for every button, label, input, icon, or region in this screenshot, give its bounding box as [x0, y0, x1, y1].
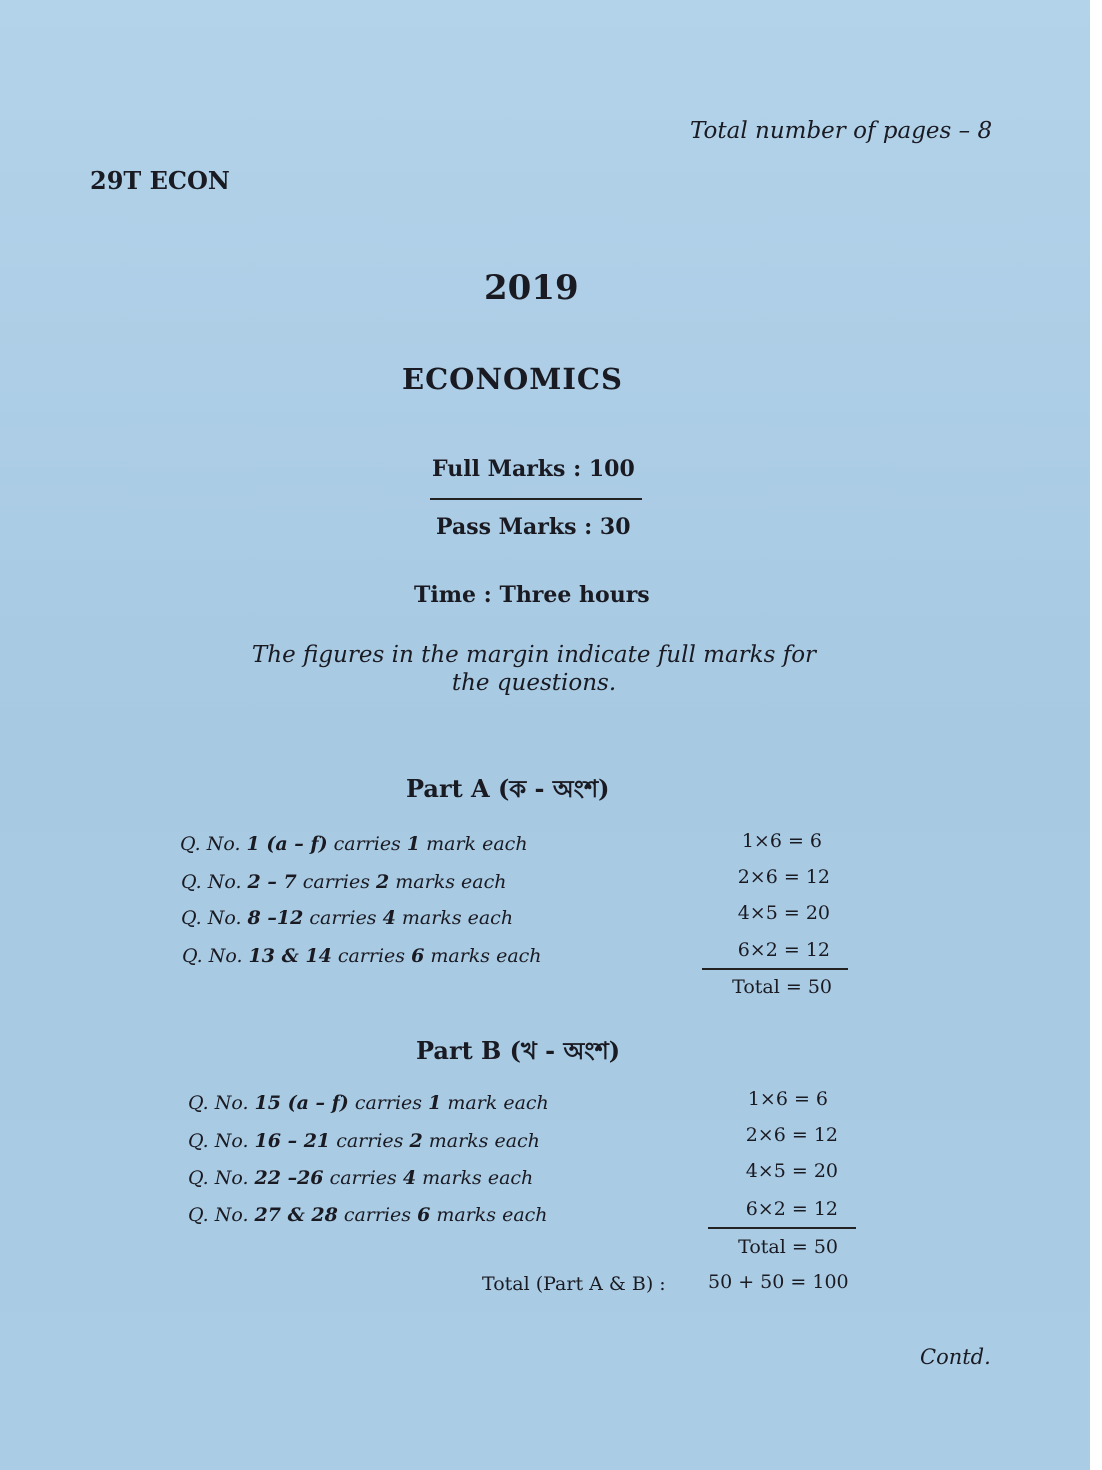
- marks-value: 6×2 = 12: [745, 1198, 838, 1220]
- question-row: Q. No. 22 –26 carries 4 marks each: [188, 1167, 534, 1189]
- paper-code: 29T ECON: [90, 166, 230, 195]
- total-pages-note: Total number of pages – 8: [690, 118, 993, 144]
- total-rule: [702, 968, 848, 970]
- marks-instruction: The figures in the margin indicate full marks for the questions.: [251, 642, 817, 696]
- marks-value: 2×6 = 12: [745, 1124, 838, 1146]
- marks-value: 4×5 = 20: [745, 1160, 838, 1182]
- marks-value: 1×6 = 6: [741, 830, 822, 852]
- grand-total-label: Total (Part A & B) :: [482, 1273, 666, 1295]
- full-marks: Full Marks : 100: [432, 456, 635, 482]
- grand-total-value: 50 + 50 = 100: [708, 1271, 849, 1293]
- marks-value: 4×5 = 20: [737, 902, 830, 924]
- total-rule: [708, 1227, 856, 1229]
- exam-duration: Time : Three hours: [414, 582, 650, 608]
- part-b-total: Total = 50: [738, 1236, 838, 1258]
- subject-title: ECONOMICS: [402, 362, 623, 396]
- part-a-total: Total = 50: [732, 976, 832, 998]
- pass-marks: Pass Marks : 30: [436, 514, 631, 540]
- marks-value: 6×2 = 12: [737, 939, 830, 961]
- contd-note: Contd.: [920, 1345, 991, 1369]
- question-row: Q. No. 8 –12 carries 4 marks each: [181, 907, 514, 929]
- marks-divider: [430, 498, 642, 500]
- question-row: Q. No. 2 – 7 carries 2 marks each: [181, 871, 507, 893]
- marks-value: 2×6 = 12: [737, 866, 830, 888]
- page-edge: [1090, 0, 1102, 1470]
- part-a-heading: Part A (ক - অংশ): [406, 774, 610, 803]
- exam-year: 2019: [484, 268, 579, 308]
- question-row: Q. No. 1 (a – f) carries 1 mark each: [180, 833, 528, 855]
- question-row: Q. No. 16 – 21 carries 2 marks each: [188, 1130, 540, 1152]
- part-b-heading: Part B (খ - অংশ): [416, 1036, 621, 1065]
- question-row: Q. No. 27 & 28 carries 6 marks each: [188, 1204, 548, 1226]
- marks-value: 1×6 = 6: [747, 1088, 828, 1110]
- question-row: Q. No. 13 & 14 carries 6 marks each: [182, 945, 542, 967]
- question-row: Q. No. 15 (a – f) carries 1 mark each: [188, 1092, 549, 1114]
